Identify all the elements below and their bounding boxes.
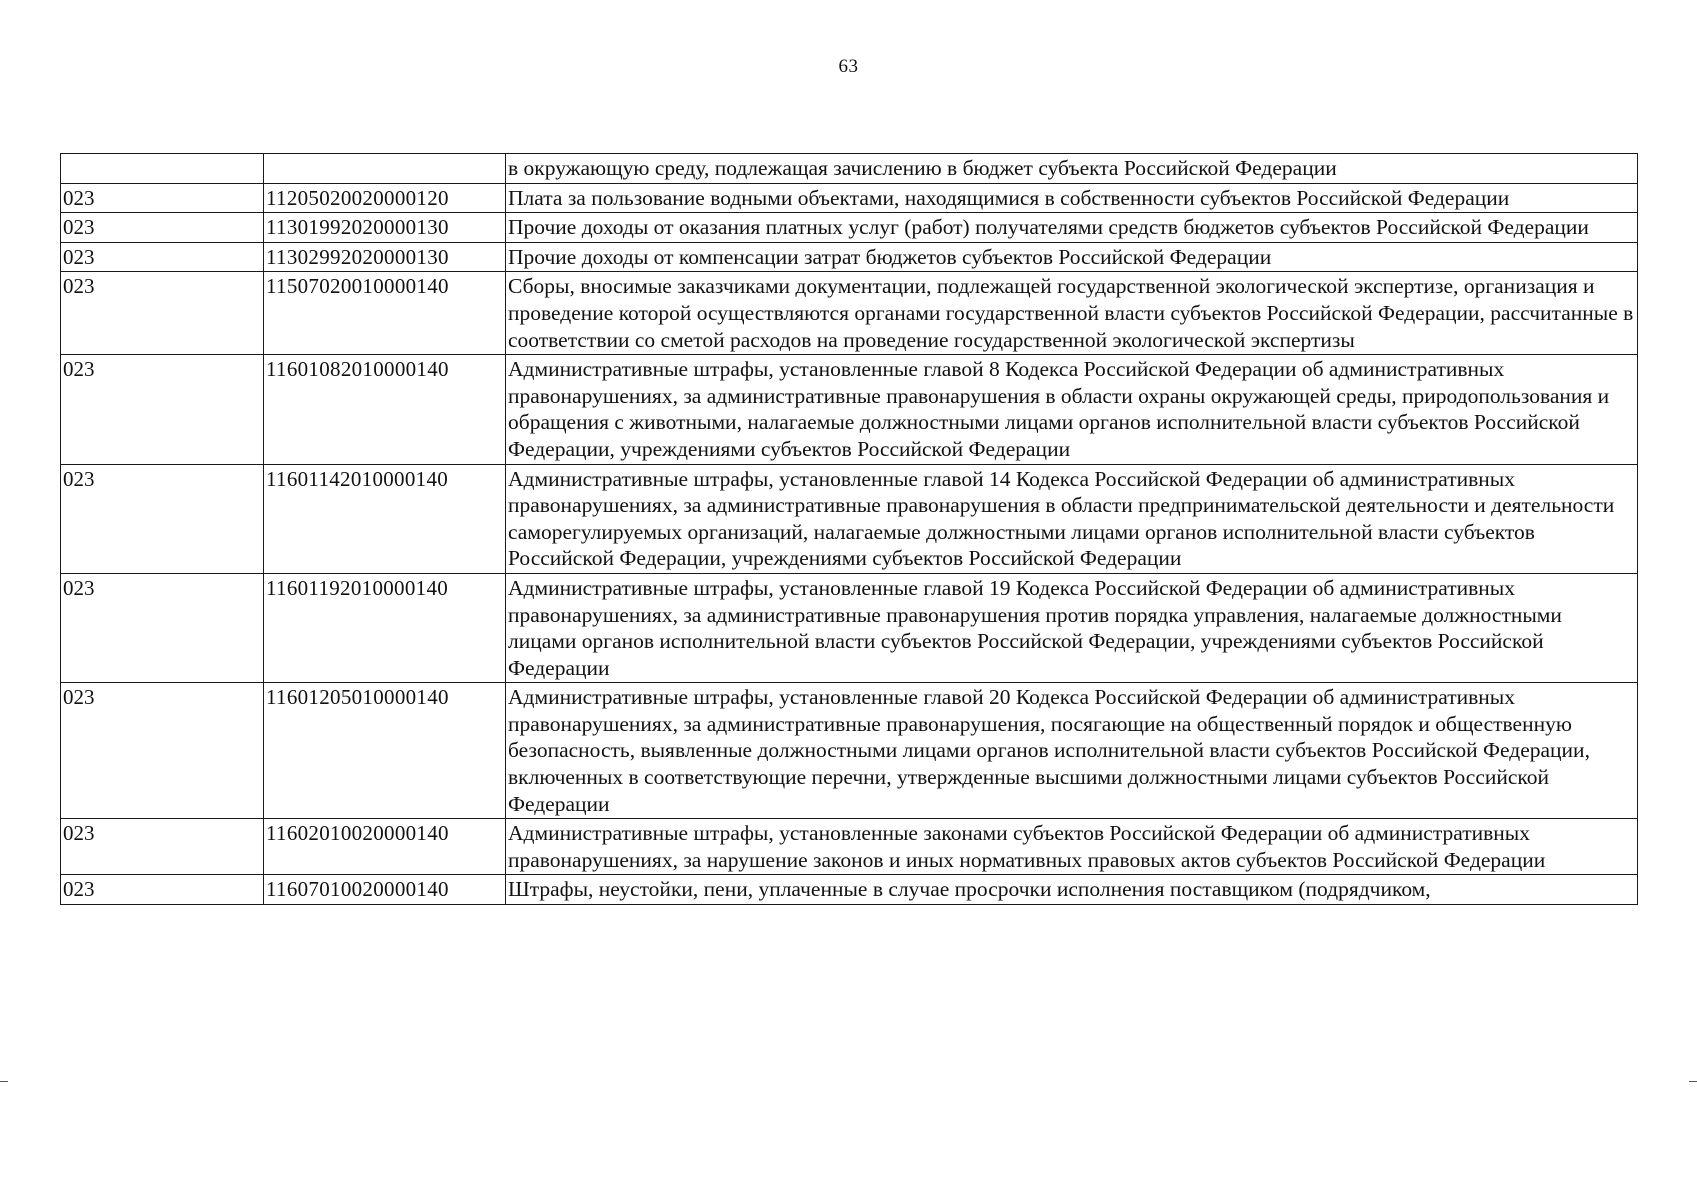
admin-code-cell: [61, 154, 264, 184]
budget-code-cell: 11601205010000140: [264, 683, 506, 819]
table-row: [61, 154, 1638, 184]
budget-code-cell: 11301992020000130: [264, 213, 506, 243]
budget-code-cell: 11602010020000140: [264, 819, 506, 875]
left-scan-mark: [0, 1081, 8, 1082]
admin-code-cell: 023: [61, 355, 264, 464]
revenue-name-cell: Прочие доходы от компенсации затрат бюджетов субъектов Российской Федерации: [506, 242, 1638, 272]
revenue-name-cell: Административные штрафы, установленные главой 20 Кодекса Российской Федерации об административных правонарушениях, за административные правонарушения, посягающие на общественный порядок и общественную безопасность, выявленные должностными лицами органов исполнительной власти субъектов Российской Федерации, включенных в соответствующие перечни, утвержденные высшими должностными лицами субъектов Российской Федерации: [506, 683, 1638, 819]
revenue-name-cell: Административные штрафы, установленные главой 19 Кодекса Российской Федерации об административных правонарушениях, за административные правонарушения против порядка управления, налагаемые должностными лицами органов исполнительной власти субъектов Российской Федерации, учреждениями субъектов Российской Федерации: [506, 573, 1638, 682]
table-row: [61, 573, 1638, 682]
table-row: [61, 683, 1638, 819]
budget-code-cell: 11601192010000140: [264, 573, 506, 682]
budget-code-cell: [264, 154, 506, 184]
admin-code-cell: 023: [61, 183, 264, 213]
page-number: 63: [838, 56, 859, 77]
table-row: [61, 355, 1638, 464]
table-row: [61, 819, 1638, 875]
admin-code-cell: 023: [61, 213, 264, 243]
table-row: [61, 464, 1638, 573]
revenue-name-cell: Плата за пользование водными объектами, находящимися в собственности субъектов Российской Федерации: [506, 183, 1638, 213]
right-scan-mark: [1689, 1081, 1697, 1082]
budget-code-cell: 11607010020000140: [264, 875, 506, 905]
admin-code-cell: 023: [61, 573, 264, 682]
admin-code-cell: 023: [61, 875, 264, 905]
revenue-name-cell: Административные штрафы, установленные главой 8 Кодекса Российской Федерации об административных правонарушениях, за административные правонарушения в области охраны окружающей среды, природопользования и обращения с животными, налагаемые должностными лицами органов исполнительной власти субъектов Российской Федерации, учреждениями субъектов Российской Федерации: [506, 355, 1638, 464]
admin-code-cell: 023: [61, 464, 264, 573]
budget-code-cell: 11601082010000140: [264, 355, 506, 464]
revenue-name-cell: Административные штрафы, установленные законами субъектов Российской Федерации об административных правонарушениях, за нарушение законов и иных нормативных правовых актов субъектов Российской Федерации: [506, 819, 1638, 875]
revenue-name-cell: Сборы, вносимые заказчиками документации, подлежащей государственной экологической экспертизе, организация и проведение которой осуществляются органами государственной власти субъектов Российской Федерации, рассчитанные в соответствии со сметой расходов на проведение государственной экологической экспертизы: [506, 272, 1638, 355]
admin-code-cell: 023: [61, 272, 264, 355]
table-row: [61, 272, 1638, 355]
admin-code-cell: 023: [61, 683, 264, 819]
table-row: [61, 183, 1638, 213]
revenue-name-cell: Прочие доходы от оказания платных услуг (работ) получателями средств бюджетов субъектов Российской Федерации: [506, 213, 1638, 243]
budget-code-cell: 11302992020000130: [264, 242, 506, 272]
table-row: [61, 213, 1638, 243]
budget-code-cell: 11601142010000140: [264, 464, 506, 573]
admin-code-cell: 023: [61, 242, 264, 272]
revenue-codes-table: [60, 153, 1638, 905]
table-row: [61, 242, 1638, 272]
revenue-name-cell: Штрафы, неустойки, пени, уплаченные в случае просрочки исполнения поставщиком (подрядчиком,: [506, 875, 1638, 905]
revenue-name-cell: Административные штрафы, установленные главой 14 Кодекса Российской Федерации об административных правонарушениях, за административные правонарушения в области предпринимательской деятельности и деятельности саморегулируемых организаций, налагаемые должностными лицами органов исполнительной власти субъектов Российской Федерации, учреждениями субъектов Российской Федерации: [506, 464, 1638, 573]
table-row: [61, 875, 1638, 905]
budget-code-cell: 11205020020000120: [264, 183, 506, 213]
revenue-name-cell: в окружающую среду, подлежащая зачислению в бюджет субъекта Российской Федерации: [506, 154, 1638, 184]
admin-code-cell: 023: [61, 819, 264, 875]
budget-code-cell: 11507020010000140: [264, 272, 506, 355]
